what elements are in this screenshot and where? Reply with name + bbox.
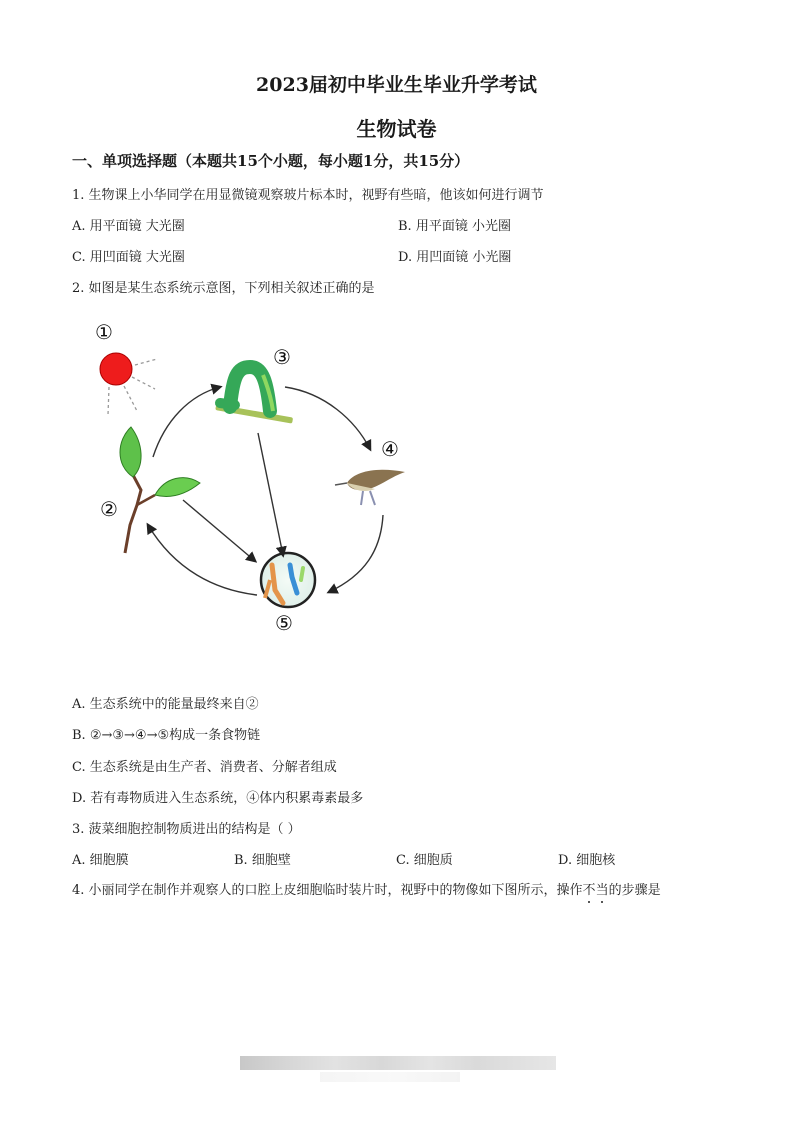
label-5: ⑤ xyxy=(275,611,293,635)
q1-option-b[interactable] xyxy=(398,215,511,234)
label-2: ② xyxy=(100,497,118,521)
option-text: 细胞膜 xyxy=(89,853,129,868)
blurred-footer-shadow xyxy=(320,1072,460,1082)
option-label: B. xyxy=(398,219,412,234)
exam-title: 2023届初中毕业生毕业升学考试 xyxy=(256,74,537,96)
ecosystem-diagram xyxy=(85,315,415,645)
emphasis-char: 不 xyxy=(582,883,596,898)
q2-option-c[interactable] xyxy=(72,756,337,775)
option-label: B. xyxy=(72,728,86,743)
question-3-stem: 3. 菠菜细胞控制物质进出的结构是（ ） xyxy=(72,822,301,837)
q1-option-d[interactable] xyxy=(398,246,511,265)
label-3: ③ xyxy=(273,345,291,369)
section-heading: 一、单项选择题（本题共15个小题，每小题1分，共15分） xyxy=(72,152,470,170)
decomposer-icon xyxy=(261,553,315,607)
q2-option-a[interactable] xyxy=(72,693,259,712)
q2-option-b[interactable] xyxy=(72,724,260,743)
q1-option-a[interactable] xyxy=(72,215,185,234)
label-1: ① xyxy=(95,320,113,344)
stem-text: 的步骤是 xyxy=(608,883,661,898)
option-label: A. xyxy=(72,219,86,234)
exam-subtitle: 生物试卷 xyxy=(356,117,437,141)
option-text: 细胞壁 xyxy=(251,853,291,868)
plant-icon xyxy=(120,427,200,553)
option-label: C. xyxy=(72,250,86,265)
sun-icon xyxy=(100,353,157,415)
option-label: C. xyxy=(72,760,86,775)
blurred-footer xyxy=(240,1056,556,1070)
question-2-stem: 2. 如图是某生态系统示意图，下列相关叙述正确的是 xyxy=(72,281,375,296)
q3-option-c[interactable] xyxy=(396,849,453,868)
option-label: A. xyxy=(72,697,86,712)
question-4-stem xyxy=(72,879,661,898)
option-label: B. xyxy=(234,853,248,868)
option-text: 用平面镜 小光圈 xyxy=(415,219,511,234)
option-label: D. xyxy=(72,791,87,806)
q3-option-d[interactable] xyxy=(558,849,615,868)
emphasis-char: 当 xyxy=(595,883,609,898)
option-label: D. xyxy=(398,250,413,265)
option-label: C. xyxy=(396,853,410,868)
option-text: 细胞核 xyxy=(576,853,616,868)
option-text: 用凹面镜 小光圈 xyxy=(416,250,512,265)
label-4: ④ xyxy=(381,437,399,461)
option-label: D. xyxy=(558,853,573,868)
question-1-stem: 1. 生物课上小华同学在用显微镜观察玻片标本时，视野有些暗，他该如何进行调节 xyxy=(72,188,544,203)
stem-text: 4. 小丽同学在制作并观察人的口腔上皮细胞临时装片时，视野中的物像如下图所示，操作 xyxy=(72,883,583,898)
q1-option-c[interactable] xyxy=(72,246,185,265)
option-text: 用凹面镜 大光圈 xyxy=(89,250,185,265)
q3-option-a[interactable] xyxy=(72,849,129,868)
option-text: ②→③→④→⑤构成一条食物链 xyxy=(89,728,261,743)
option-label: A. xyxy=(72,853,86,868)
ecosystem-diagram-svg xyxy=(85,315,415,645)
caterpillar-icon xyxy=(215,367,293,424)
q2-option-d[interactable] xyxy=(72,787,363,806)
option-text: 若有毒物质进入生态系统，④体内积累毒素最多 xyxy=(90,791,364,806)
option-text: 生态系统是由生产者、消费者、分解者组成 xyxy=(89,760,337,775)
option-text: 用平面镜 大光圈 xyxy=(89,219,185,234)
option-text: 生态系统中的能量最终来自② xyxy=(89,697,259,712)
bird-icon xyxy=(335,470,405,505)
q3-option-b[interactable] xyxy=(234,849,291,868)
option-text: 细胞质 xyxy=(413,853,453,868)
